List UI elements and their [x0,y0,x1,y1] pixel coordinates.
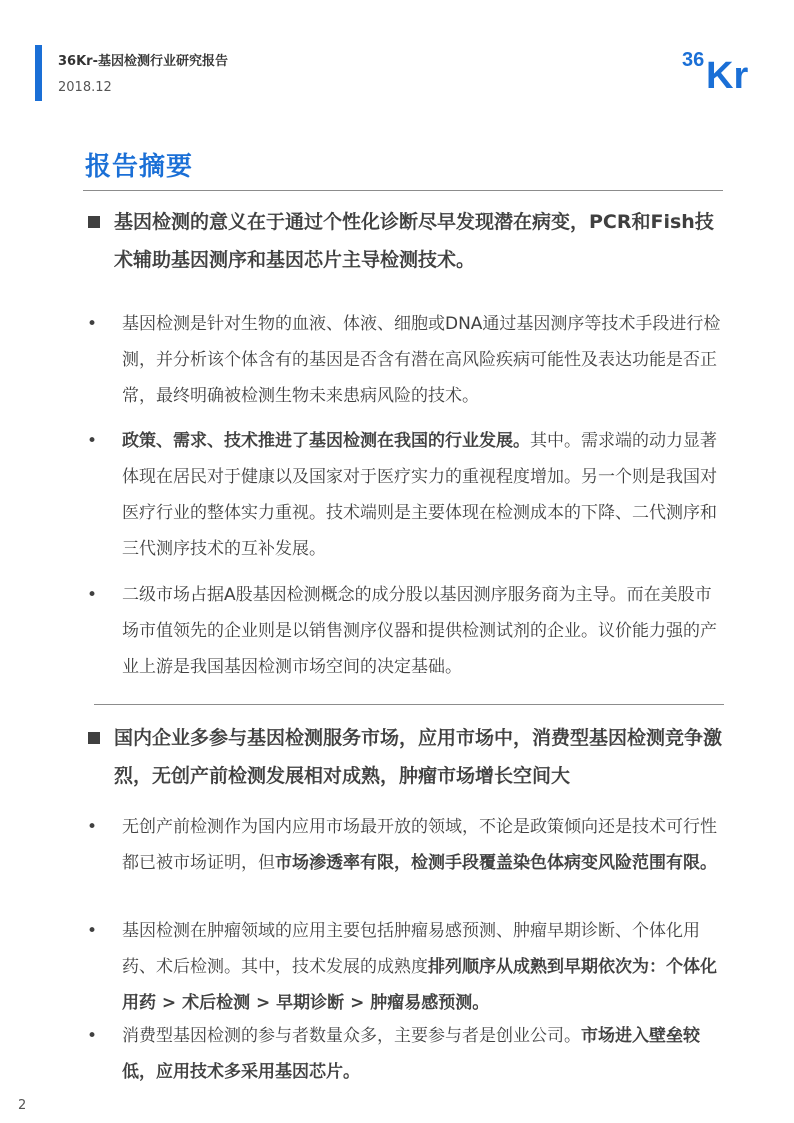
section-title: 报告摘要 [85,152,194,182]
header-accent-bar [35,45,42,101]
bullet-text: 消费型基因检测的参与者数量众多，主要参与者是创业公司。 [122,1026,581,1046]
block1-heading [88,203,728,279]
bullet-dot-icon: • [86,1026,98,1046]
title-divider [83,190,723,191]
square-bullet-icon [88,216,100,228]
bullet-text-bold: 排列顺序从成熟到早期依次为：个体化用药 > 术后检测 > 早期诊断 > 肿瘤易感预测。 [122,957,717,1013]
report-title: 36Kr-基因检测行业研究报告 [58,54,228,69]
square-bullet-icon [88,732,100,744]
bullet-dot-icon: • [86,431,98,451]
bullet-dot-icon: • [86,921,98,941]
bullet-text-bold: 政策、需求、技术推进了基因检测在我国的行业发展。 [122,431,530,451]
page-number: 2 [18,1098,27,1113]
bullet-text: 基因检测是针对生物的血液、体液、细胞或DNA通过基因测序等技术手段进行检测，并分析该个体含有的基因是否含有潜在高风险疾病可能性及表达功能是否正常，最终明确被检测生物未来患病风险的技术。 [122,314,721,406]
block1-bullet-3 [85,577,725,685]
bullet-text-bold: 市场渗透率有限，检测手段覆盖染色体病变风险范围有限。 [275,853,717,873]
block2-bullet-3 [85,1018,725,1090]
block2-bullet-2 [85,913,725,1021]
bullet-text: 二级市场占据A股基因检测概念的成分股以基因测序服务商为主导。而在美股市场市值领先的企业则是以销售测序仪器和提供检测试剂的企业。议价能力强的产业上游是我国基因检测市场空间的决定基础。 [122,585,717,677]
report-date: 2018.12 [58,80,112,95]
block2-heading-text: 国内企业多参与基因检测服务市场，应用市场中，消费型基因检测竞争激烈，无创产前检测发展相对成熟，肿瘤市场增长空间大 [114,727,723,787]
bullet-text-bold: 市场进入壁垒较低，应用技术多采用基因芯片。 [122,1026,700,1082]
bullet-text: 无创产前检测作为国内应用市场最开放的领域，不论是政策倾向还是技术可行性都已被市场证明，但 [122,817,717,873]
logo-large-letters: Kr [706,55,749,92]
block1-bullet-2 [85,423,725,567]
bullet-text: 其中。需求端的动力显著体现在居民对于健康以及国家对于医疗实力的重视程度增加。另一个则是我国对医疗行业的整体实力重视。技术端则是主要体现在检测成本的下降、二代测序和三代测序技术的互补发展。 [122,431,717,559]
bullet-dot-icon: • [86,817,98,837]
bullet-text: 基因检测在肿瘤领域的应用主要包括肿瘤易感预测、肿瘤早期诊断、个体化用药、术后检测。其中，技术发展的成熟度 [122,921,700,977]
block1-heading-text: 基因检测的意义在于通过个性化诊断尽早发现潜在病变，PCR和Fish技术辅助基因测序和基因芯片主导检测技术。 [114,211,714,271]
36kr-logo [680,44,764,92]
block-divider [94,704,724,705]
block1-bullet-1 [85,306,725,414]
bullet-dot-icon: • [86,585,98,605]
block2-heading [88,719,728,795]
logo-small-digits: 36 [682,49,705,71]
bullet-dot-icon: • [86,314,98,334]
block2-bullet-1 [85,809,725,881]
